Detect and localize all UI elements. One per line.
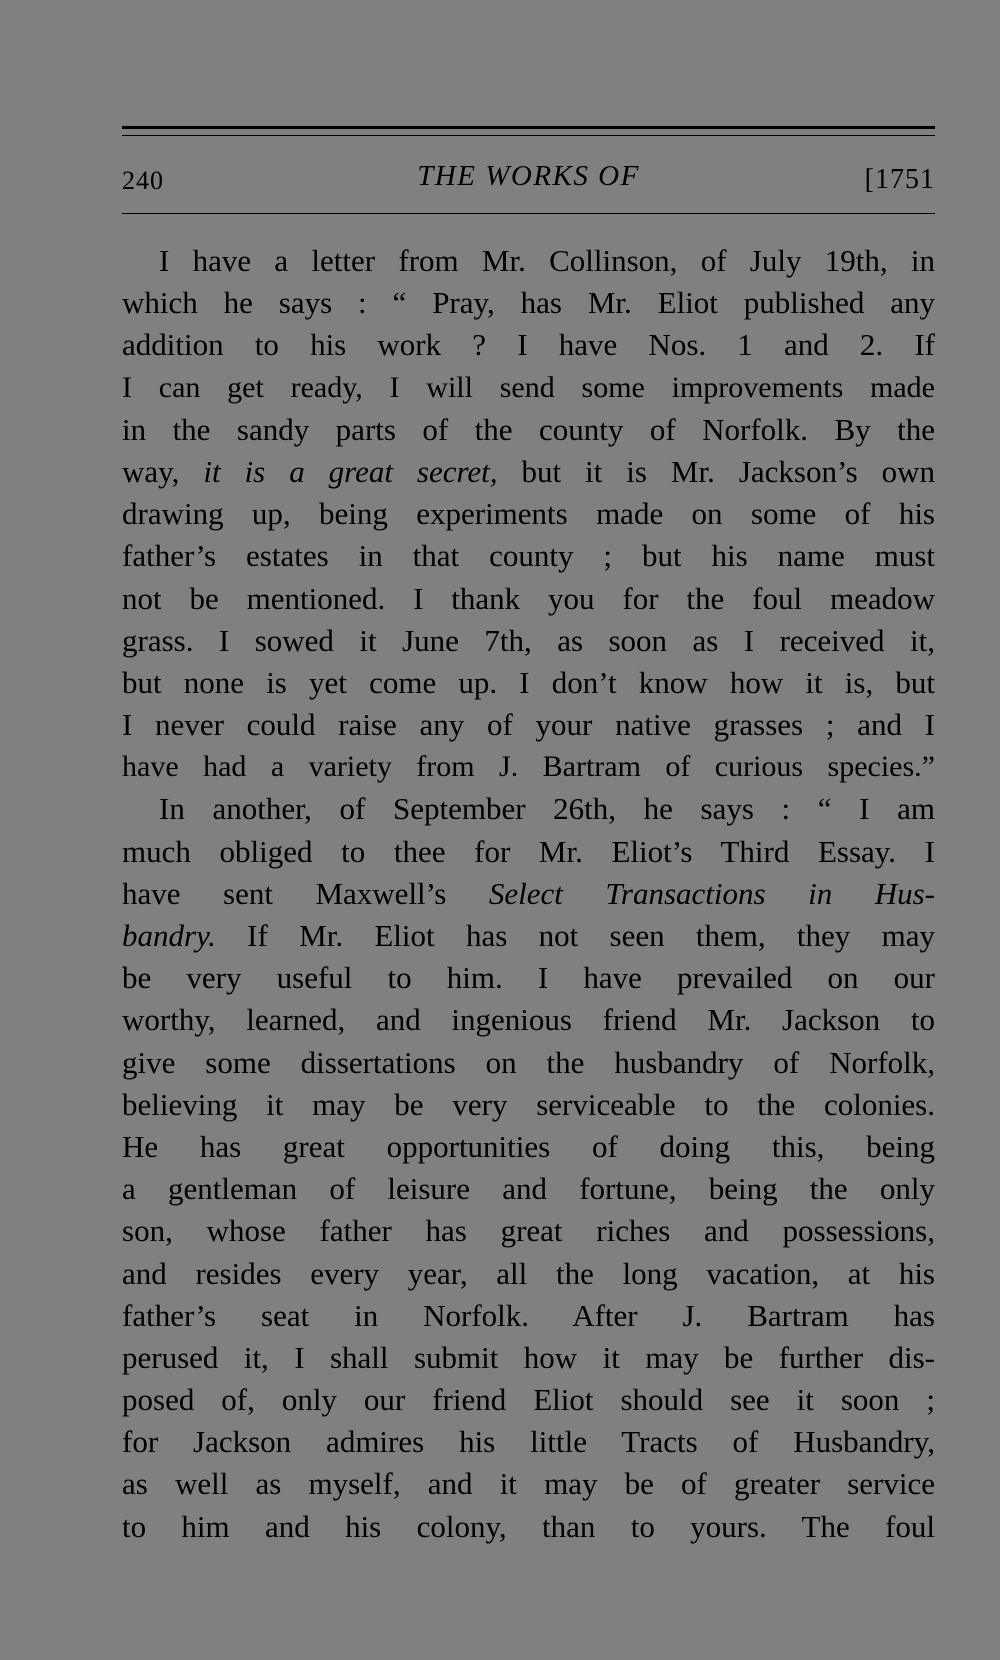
- top-rule-thin: [122, 135, 935, 136]
- text-line: addition to his work ? I have Nos. 1 and 2. If: [122, 327, 935, 363]
- text-line: in the sandy parts of the county of Norfolk. By the: [122, 411, 935, 447]
- text-line: worthy, learned, and ingenious friend Mr. Jackson to: [122, 1002, 935, 1038]
- text-line: father’s seat in Norfolk. After J. Bartram has: [122, 1297, 935, 1333]
- running-header: [122, 160, 935, 200]
- italic-title: bandry.: [122, 918, 216, 953]
- text-line: drawing up, being experiments made on some of his: [122, 496, 935, 532]
- text-line: for Jackson admires his little Tracts of Husbandry,: [122, 1424, 935, 1460]
- text-segment: way,: [122, 453, 204, 489]
- page-number: 240: [122, 166, 164, 195]
- text-line: have had a variety from J. Bartram of curious species.”: [122, 750, 935, 784]
- text-line: not be mentioned. I thank you for the foul meadow: [122, 580, 935, 616]
- text-line: give some dissertations on the husbandry of Norfolk,: [122, 1044, 935, 1080]
- text-segment: but it is Mr. Jackson’s own: [497, 453, 936, 489]
- text-line: I never could raise any of your native grasses ; and I: [122, 707, 935, 743]
- header-rule: [122, 213, 935, 214]
- text-line: In another, of September 26th, he says : “ I am: [159, 791, 935, 827]
- text-line: I have a letter from Mr. Collinson, of July 19th, in: [159, 243, 935, 278]
- body-text: [122, 240, 935, 1548]
- text-line: believing it may be very serviceable to the colonies.: [122, 1086, 935, 1122]
- text-line: [122, 451, 935, 493]
- top-rule-thick: [122, 126, 935, 129]
- text-line: [122, 873, 935, 915]
- text-line: I can get ready, I will send some improvements made: [122, 370, 935, 404]
- text-line: much obliged to thee for Mr. Eliot’s Third Essay. I: [122, 833, 935, 869]
- text-line: posed of, only our friend Eliot should see it soon ;: [122, 1382, 935, 1418]
- text-segment: have sent Maxwell’s: [122, 875, 489, 911]
- text-segment: If Mr. Eliot has not seen them, they may: [215, 918, 935, 953]
- text-line: a gentleman of leisure and fortune, being the only: [122, 1171, 935, 1207]
- text-line: son, whose father has great riches and possessions,: [122, 1213, 935, 1249]
- text-line: perused it, I shall submit how it may be further dis-: [122, 1339, 935, 1375]
- text-line: father’s estates in that county ; but his name must: [122, 538, 935, 574]
- text-line: which he says : “ Pray, has Mr. Eliot published any: [122, 285, 935, 321]
- text-line: He has great opportunities of doing this, being: [122, 1128, 935, 1164]
- text-line: and resides every year, all the long vacation, at his: [122, 1255, 935, 1291]
- text-line: to him and his colony, than to yours. The foul: [122, 1508, 935, 1544]
- italic-phrase: it is a great secret,: [203, 453, 498, 489]
- text-line: be very useful to him. I have prevailed on our: [122, 960, 935, 996]
- year-marker: [1751: [864, 164, 935, 195]
- text-line: grass. I sowed it June 7th, as soon as I received it,: [122, 622, 935, 658]
- text-line: but none is yet come up. I don’t know how it is, but: [122, 664, 935, 700]
- italic-title: Select Transactions in Hus-: [488, 875, 935, 911]
- running-title: THE WORKS OF: [417, 160, 640, 192]
- text-line: as well as myself, and it may be of greater service: [122, 1466, 935, 1502]
- text-line: [122, 915, 935, 957]
